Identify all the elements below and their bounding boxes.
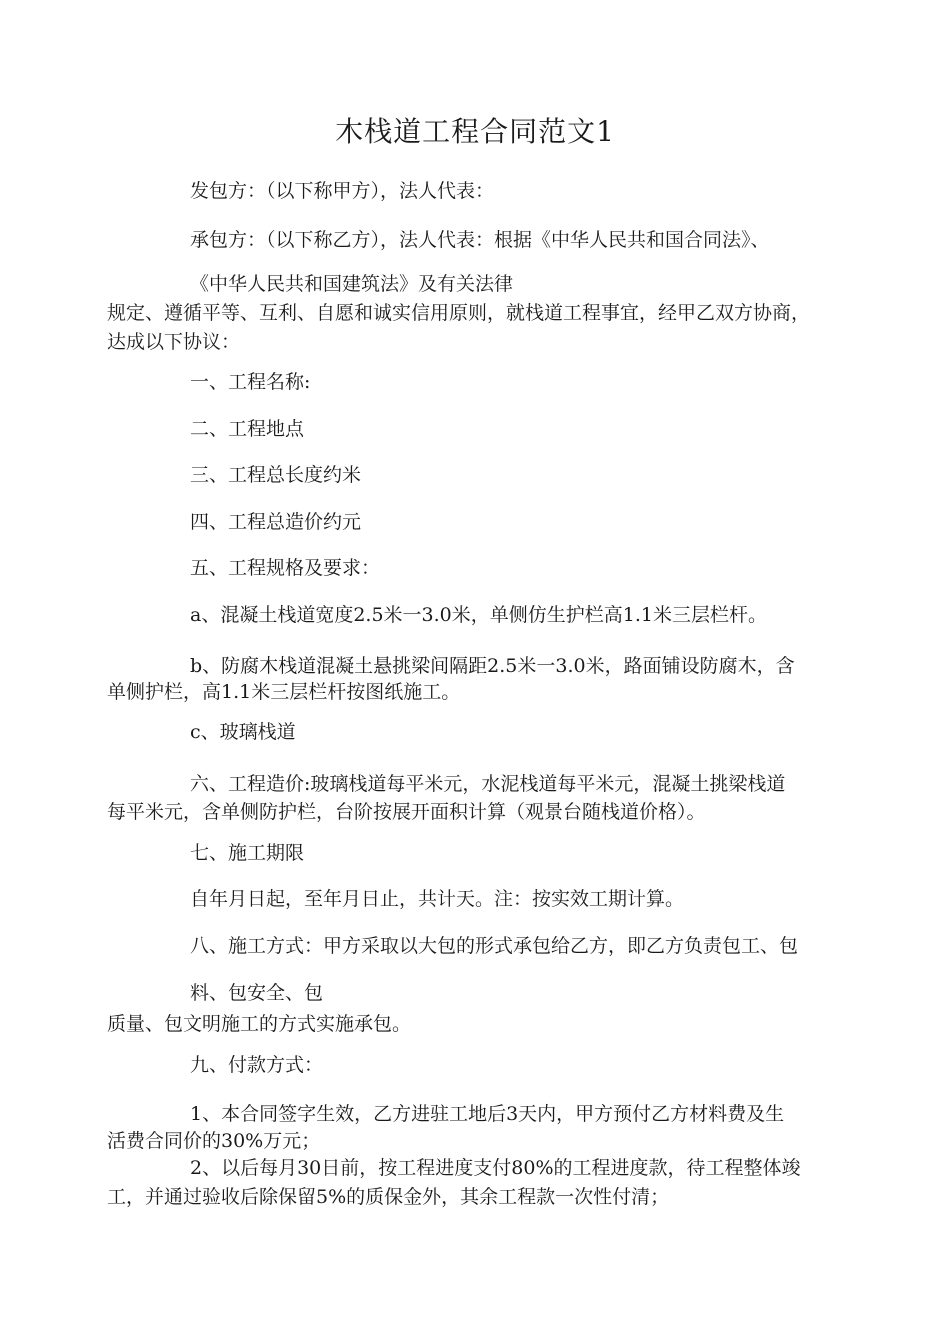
- spec-b-line-2: 单侧护栏，高1.1米三层栏杆按图纸施工。: [107, 681, 461, 703]
- section-7-heading: 七、施工期限: [190, 842, 305, 864]
- section-3-heading: 三、工程总长度约米: [190, 464, 362, 486]
- party-b-line: 承包方：（以下称乙方），法人代表：根据《中华人民共和国合同法》、: [190, 229, 770, 251]
- principles-line: 规定、遵循平等、互利、自愿和诚实信用原则，就栈道工程事宜，经甲乙双方协商，: [107, 302, 811, 324]
- section-5-heading: 五、工程规格及要求：: [190, 557, 381, 579]
- document-title: 木栈道工程合同范文1: [335, 115, 615, 148]
- spec-c-line: c、玻璃栈道: [190, 721, 296, 743]
- section-4-heading: 四、工程总造价约元: [190, 511, 362, 533]
- section-7-period: 自年月日起，至年月日止，共计天。注：按实效工期计算。: [190, 888, 685, 910]
- section-8-line-1: 八、施工方式：甲方采取以大包的形式承包给乙方，即乙方负责包工、包: [190, 935, 799, 957]
- agreement-line: 达成以下协议：: [107, 331, 241, 353]
- spec-b-line-1: b、防腐木栈道混凝土悬挑梁间隔距2.5米一3.0米，路面铺设防腐木，含: [190, 655, 795, 677]
- payment-2-line-1: 2、以后每月30日前，按工程进度支付80%的工程进度款，待工程整体竣: [190, 1157, 801, 1179]
- payment-1-line-2: 活费合同价的30%万元；: [107, 1130, 321, 1152]
- section-6-line-2: 每平米元，含单侧防护栏，台阶按展开面积计算（观景台随栈道价格）。: [107, 801, 706, 823]
- section-2-heading: 二、工程地点: [190, 418, 305, 440]
- section-8-line-3: 质量、包文明施工的方式实施承包。: [107, 1013, 412, 1035]
- spec-a-line: a、混凝土栈道宽度2.5米一3.0米，单侧仿生护栏高1.1米三层栏杆。: [190, 604, 767, 626]
- section-9-heading: 九、付款方式：: [190, 1054, 324, 1076]
- party-a-line: 发包方：（以下称甲方），法人代表：: [190, 180, 495, 202]
- law-reference-line: 《中华人民共和国建筑法》及有关法律: [190, 273, 514, 295]
- section-6-line-1: 六、工程造价:玻璃栈道每平米元，水泥栈道每平米元，混凝土挑梁栈道: [190, 773, 786, 795]
- section-1-heading: 一、工程名称:: [190, 371, 311, 393]
- payment-2-line-2: 工，并通过验收后除保留5%的质保金外，其余工程款一次性付清；: [107, 1186, 670, 1208]
- section-8-line-2: 料、包安全、包: [190, 982, 324, 1004]
- payment-1-line-1: 1、本合同签字生效，乙方进驻工地后3天内，甲方预付乙方材料费及生: [190, 1103, 785, 1125]
